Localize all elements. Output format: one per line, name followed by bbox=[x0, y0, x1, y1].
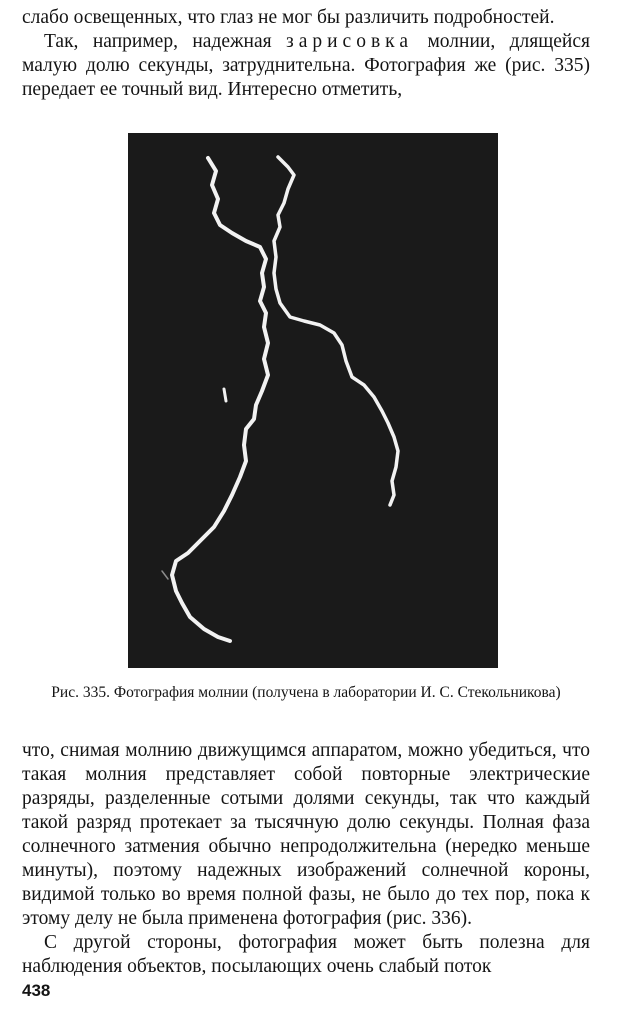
continued-text bbox=[22, 739, 590, 979]
paragraph-faint-objects bbox=[22, 931, 590, 979]
paragraph-sketch-start: Так, например, надежная bbox=[44, 31, 287, 52]
book-page bbox=[22, 6, 590, 1000]
lightning-bolt-image bbox=[128, 133, 498, 668]
paragraph-lightning-apparatus: что, снимая молнию движущимся аппаратом, можно убедиться, что такая молния представляет собой повторные электрические разряды, разделенные сотыми долями секунды, так что каждый такой разряд протекает за тысячную долю секунды. Полная фаза солнечного затмения обычно непродолжительна (нередко меньше минуты), поэтому надежных изображений солнечной короны, видимой только во время полной фазы, не было до тех пор, пока к этому делу не была применена фотография (рис. 336). bbox=[22, 740, 590, 929]
lightning-photograph bbox=[128, 133, 498, 668]
page-number: 438 bbox=[22, 981, 51, 1000]
paragraph-sketch bbox=[22, 30, 590, 102]
paragraph-sketch-end: молнии, длящейся малую долю секунды, затруднительна. Фотография же (рис. 335) передает ее точный вид. Интересно отметить, bbox=[22, 31, 590, 100]
photo-background bbox=[128, 133, 498, 668]
figure-caption: Рис. 335. Фотография молнии (получена в лаборатории И. С. Стекольникова) bbox=[51, 684, 561, 701]
spaced-word: зарисовка bbox=[286, 31, 414, 52]
paragraph-intro: слабо освещенных, что глаз не мог бы различить подробностей. bbox=[22, 7, 555, 28]
lightning-fragment bbox=[224, 389, 226, 401]
paragraph-faint-objects-text: С другой стороны, фотография может быть полезна для наблюдения объектов, посылающих очень слабый поток bbox=[22, 932, 590, 977]
